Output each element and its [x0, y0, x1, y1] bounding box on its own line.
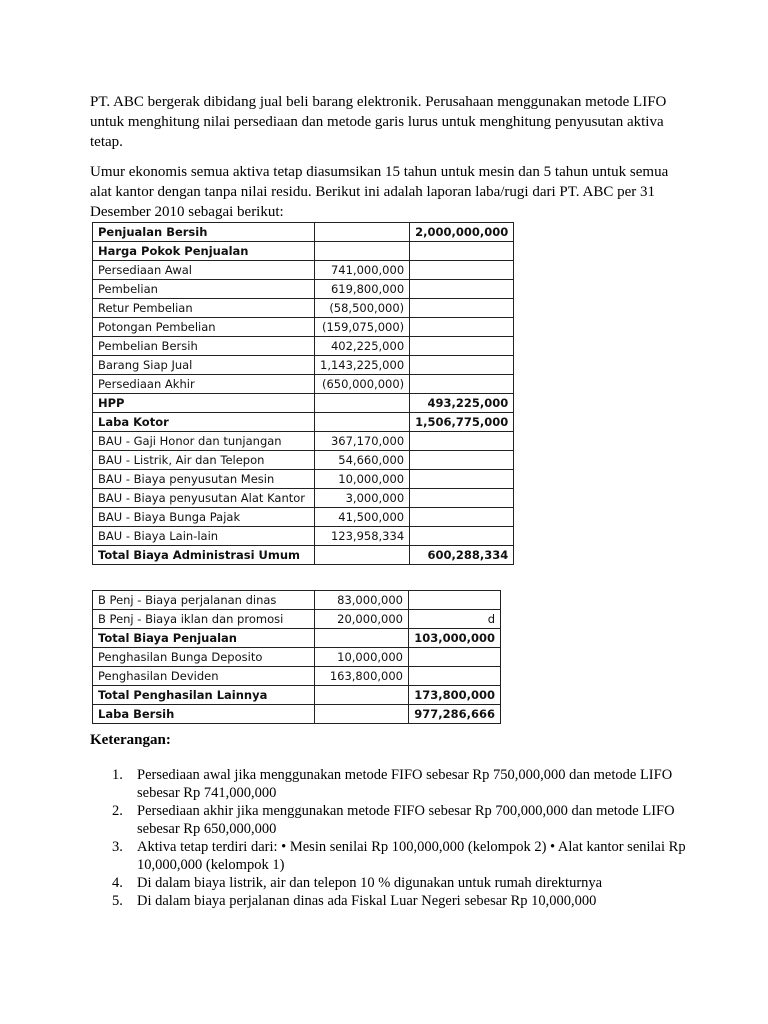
list-item	[90, 874, 690, 892]
row-label: BAU - Biaya Bunga Pajak	[93, 508, 315, 527]
table-row	[93, 356, 514, 375]
row-total	[410, 299, 514, 318]
table-row	[93, 261, 514, 280]
row-label: BAU - Listrik, Air dan Telepon	[93, 451, 315, 470]
list-item	[90, 838, 690, 874]
row-label: Persediaan Akhir	[93, 375, 315, 394]
row-amount	[315, 546, 410, 565]
row-label: B Penj - Biaya iklan dan promosi	[93, 610, 315, 629]
row-amount: 402,225,000	[315, 337, 410, 356]
row-amount	[315, 394, 410, 413]
row-label: Persediaan Awal	[93, 261, 315, 280]
row-total: 103,000,000	[409, 629, 501, 648]
row-total	[410, 489, 514, 508]
row-amount: 163,800,000	[315, 667, 409, 686]
list-item-text: Persediaan awal jika menggunakan metode FIFO sebesar Rp 750,000,000 dan metode LIFO sebesar Rp 741,000,000	[137, 767, 673, 801]
row-total	[410, 280, 514, 299]
list-item	[90, 766, 690, 802]
list-item-number: 4.	[112, 875, 123, 891]
table-row	[93, 508, 514, 527]
row-total	[410, 261, 514, 280]
table-row	[93, 489, 514, 508]
intro-paragraph-1: PT. ABC bergerak dibidang jual beli barang elektronik. Perusahaan menggunakan metode LIFO untuk menghitung nilai persediaan dan metode garis lurus untuk menghitung penyusutan aktiva tetap.	[90, 94, 667, 150]
list-item-text: Aktiva tetap terdiri dari: • Mesin senilai Rp 100,000,000 (kelompok 2) • Alat kantor senilai Rp 10,000,000 (kelompok 1)	[137, 839, 686, 873]
row-total	[409, 648, 501, 667]
row-amount: 3,000,000	[315, 489, 410, 508]
row-total: 2,000,000,000	[410, 223, 514, 242]
table-row	[93, 610, 501, 629]
income-statement-table-2	[92, 590, 501, 724]
table-row	[93, 470, 514, 489]
row-amount: (159,075,000)	[315, 318, 410, 337]
row-amount	[315, 705, 409, 724]
list-item-text: Di dalam biaya listrik, air dan telepon 10 % digunakan untuk rumah direkturnya	[137, 875, 603, 891]
list-item-number: 3.	[112, 839, 123, 855]
table-row	[93, 686, 501, 705]
row-total: 1,506,775,000	[410, 413, 514, 432]
table-row	[93, 629, 501, 648]
table-row	[93, 546, 514, 565]
row-amount: 20,000,000	[315, 610, 409, 629]
row-total	[410, 432, 514, 451]
list-item-text: Persediaan akhir jika menggunakan metode FIFO sebesar Rp 700,000,000 dan metode LIFO sebesar Rp 650,000,000	[137, 803, 675, 837]
row-amount: 54,660,000	[315, 451, 410, 470]
row-amount: 1,143,225,000	[315, 356, 410, 375]
income-statement-table-1	[92, 222, 514, 565]
row-label: Penghasilan Bunga Deposito	[93, 648, 315, 667]
table-row	[93, 705, 501, 724]
row-amount	[315, 242, 410, 261]
table-row	[93, 591, 501, 610]
row-label: Laba Bersih	[93, 705, 315, 724]
row-label: BAU - Gaji Honor dan tunjangan	[93, 432, 315, 451]
row-label: Retur Pembelian	[93, 299, 315, 318]
table-row	[93, 413, 514, 432]
list-item	[90, 892, 690, 910]
table-row	[93, 527, 514, 546]
row-amount: (650,000,000)	[315, 375, 410, 394]
row-total	[410, 356, 514, 375]
row-total	[410, 242, 514, 261]
row-label: BAU - Biaya Lain-lain	[93, 527, 315, 546]
table-row	[93, 242, 514, 261]
list-item-text: Di dalam biaya perjalanan dinas ada Fiskal Luar Negeri sebesar Rp 10,000,000	[137, 893, 597, 909]
row-total	[410, 337, 514, 356]
row-label: Total Penghasilan Lainnya	[93, 686, 315, 705]
row-label: BAU - Biaya penyusutan Mesin	[93, 470, 315, 489]
table-row	[93, 648, 501, 667]
table-row	[93, 223, 514, 242]
list-item-number: 2.	[112, 803, 123, 819]
row-amount	[315, 629, 409, 648]
row-label: BAU - Biaya penyusutan Alat Kantor	[93, 489, 315, 508]
row-amount: 83,000,000	[315, 591, 409, 610]
table-row	[93, 318, 514, 337]
keterangan-list	[90, 766, 690, 910]
row-amount: 41,500,000	[315, 508, 410, 527]
row-amount: 741,000,000	[315, 261, 410, 280]
row-total	[410, 470, 514, 489]
row-amount: 367,170,000	[315, 432, 410, 451]
row-label: Laba Kotor	[93, 413, 315, 432]
table-row	[93, 451, 514, 470]
row-label: Penghasilan Deviden	[93, 667, 315, 686]
row-total: 173,800,000	[409, 686, 501, 705]
intro-paragraph-2: Umur ekonomis semua aktiva tetap diasumsikan 15 tahun untuk mesin dan 5 tahun untuk semua alat kantor dengan tanpa nilai residu. Berikut ini adalah laporan laba/rugi dari PT. ABC per 31 Desember 2010 sebagai berikut:	[90, 164, 669, 220]
row-total	[410, 318, 514, 337]
row-label: B Penj - Biaya perjalanan dinas	[93, 591, 315, 610]
row-total: 600,288,334	[410, 546, 514, 565]
row-amount	[315, 223, 410, 242]
list-item-number: 1.	[112, 767, 123, 783]
table-row	[93, 394, 514, 413]
row-total	[409, 667, 501, 686]
table-row	[93, 432, 514, 451]
row-amount: 10,000,000	[315, 648, 409, 667]
table-row	[93, 299, 514, 318]
row-total	[410, 527, 514, 546]
keterangan-title: Keterangan:	[90, 732, 171, 748]
row-amount: 10,000,000	[315, 470, 410, 489]
row-total	[410, 508, 514, 527]
row-label: Harga Pokok Penjualan	[93, 242, 315, 261]
row-label: Total Biaya Penjualan	[93, 629, 315, 648]
row-total: d	[409, 610, 501, 629]
row-label: Potongan Pembelian	[93, 318, 315, 337]
row-amount	[315, 413, 410, 432]
row-total	[409, 591, 501, 610]
row-amount: (58,500,000)	[315, 299, 410, 318]
row-total	[410, 375, 514, 394]
row-amount: 619,800,000	[315, 280, 410, 299]
row-total: 977,286,666	[409, 705, 501, 724]
table-row	[93, 280, 514, 299]
table-row	[93, 337, 514, 356]
row-amount	[315, 686, 409, 705]
row-label: Barang Siap Jual	[93, 356, 315, 375]
table-row	[93, 375, 514, 394]
row-label: Penjualan Bersih	[93, 223, 315, 242]
row-amount: 123,958,334	[315, 527, 410, 546]
row-total: 493,225,000	[410, 394, 514, 413]
row-label: Pembelian	[93, 280, 315, 299]
row-label: Pembelian Bersih	[93, 337, 315, 356]
row-label: Total Biaya Administrasi Umum	[93, 546, 315, 565]
table-row	[93, 667, 501, 686]
list-item	[90, 802, 690, 838]
row-label: HPP	[93, 394, 315, 413]
row-total	[410, 451, 514, 470]
list-item-number: 5.	[112, 893, 123, 909]
